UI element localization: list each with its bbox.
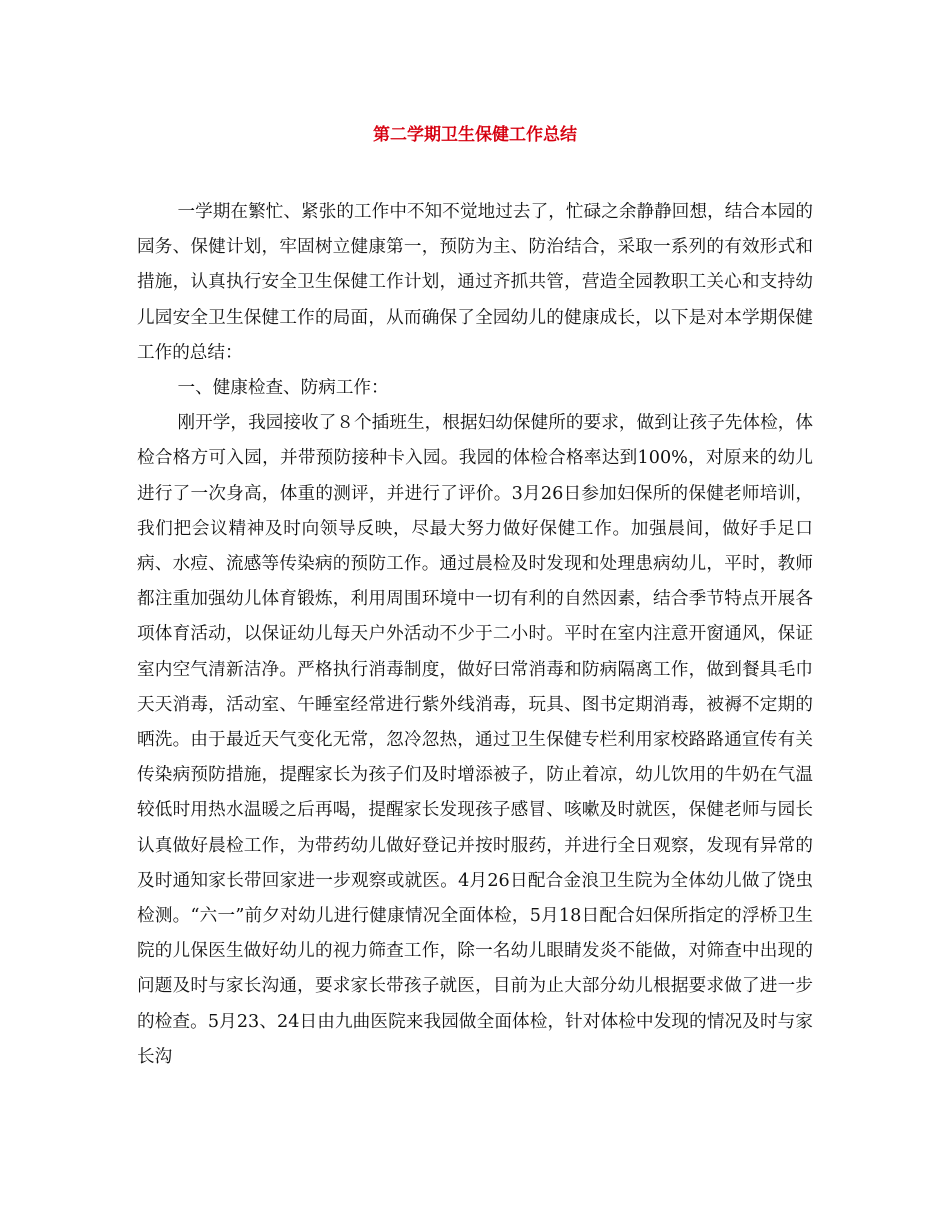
document-title: 第二学期卫生保健工作总结: [373, 125, 577, 145]
section-heading-health-check: 一、健康检查、防病工作：: [177, 378, 389, 399]
document-body: [137, 195, 813, 1075]
paragraph-health-check: 刚开学，我园接收了８个插班生，根据妇幼保健所的要求，做到让孩子先体检，体检合格方可入园，并带预防接种卡入园。我园的体检合格率达到100%，对原来的幼儿进行了一次身高，体重的测评，并进行了评价。3月26日参加妇保所的保健老师培训，我们把会议精神及时向领导反映，尽最大努力做好保健工作。加强晨间，做好手足口病、水痘、流感等传染病的预防工作。通过晨检及时发现和处理患病幼儿，平时，教师都注重加强幼儿体育锻炼，利用周围环境中一切有利的自然因素，结合季节特点开展各项体育活动，以保证幼儿每天户外活动不少于二小时。平时在室内注意开窗通风，保证室内空气清新洁净。严格执行消毒制度，做好曰常消毒和防病隔离工作，做到餐具毛巾天天消毒，活动室、午睡室经常进行紫外线消毒，玩具、图书定期消毒，被褥不定期的晒洗。由于最近天气变化无常，忽冷忽热，通过卫生保健专栏利用家校路路通宣传有关传染病预防措施，提醒家长为孩子们及时增添被子，防止着凉，幼儿饮用的牛奶在气温较低时用热水温暖之后再喝，提醒家长发现孩子感冒、咳嗽及时就医，保健老师与园长认真做好晨检工作，为带药幼儿做好登记并按时服药，并进行全日观察，发现有异常的及时通知家长带回家进一步观察或就医。4月26日配合金浪卫生院为全体幼儿做了饶虫检测。“六一”前夕对幼儿进行健康情况全面体检，5月18日配合妇保所指定的浮桥卫生院的儿保医生做好幼儿的视力筛查工作，除一名幼儿眼睛发炎不能做，对筛查中出现的问题及时与家长沟通，要求家长带孩子就医，目前为止大部分幼儿根据要求做了进一步的检查。5月23、24日由九曲医院来我园做全面体检，针对体检中发现的情况及时与家长沟: [137, 413, 813, 1067]
paragraph-intro: 一学期在繁忙、紧张的工作中不知不觉地过去了，忙碌之余静静回想，结合本园的园务、保健计划，牢固树立健康第一，预防为主、防治结合，采取一系列的有效形式和措施，认真执行安全卫生保健工作计划，通过齐抓共管，营造全园教职工关心和支持幼儿园安全卫生保健工作的局面，从而确保了全园幼儿的健康成长，以下是对本学期保健工作的总结：: [137, 202, 813, 363]
